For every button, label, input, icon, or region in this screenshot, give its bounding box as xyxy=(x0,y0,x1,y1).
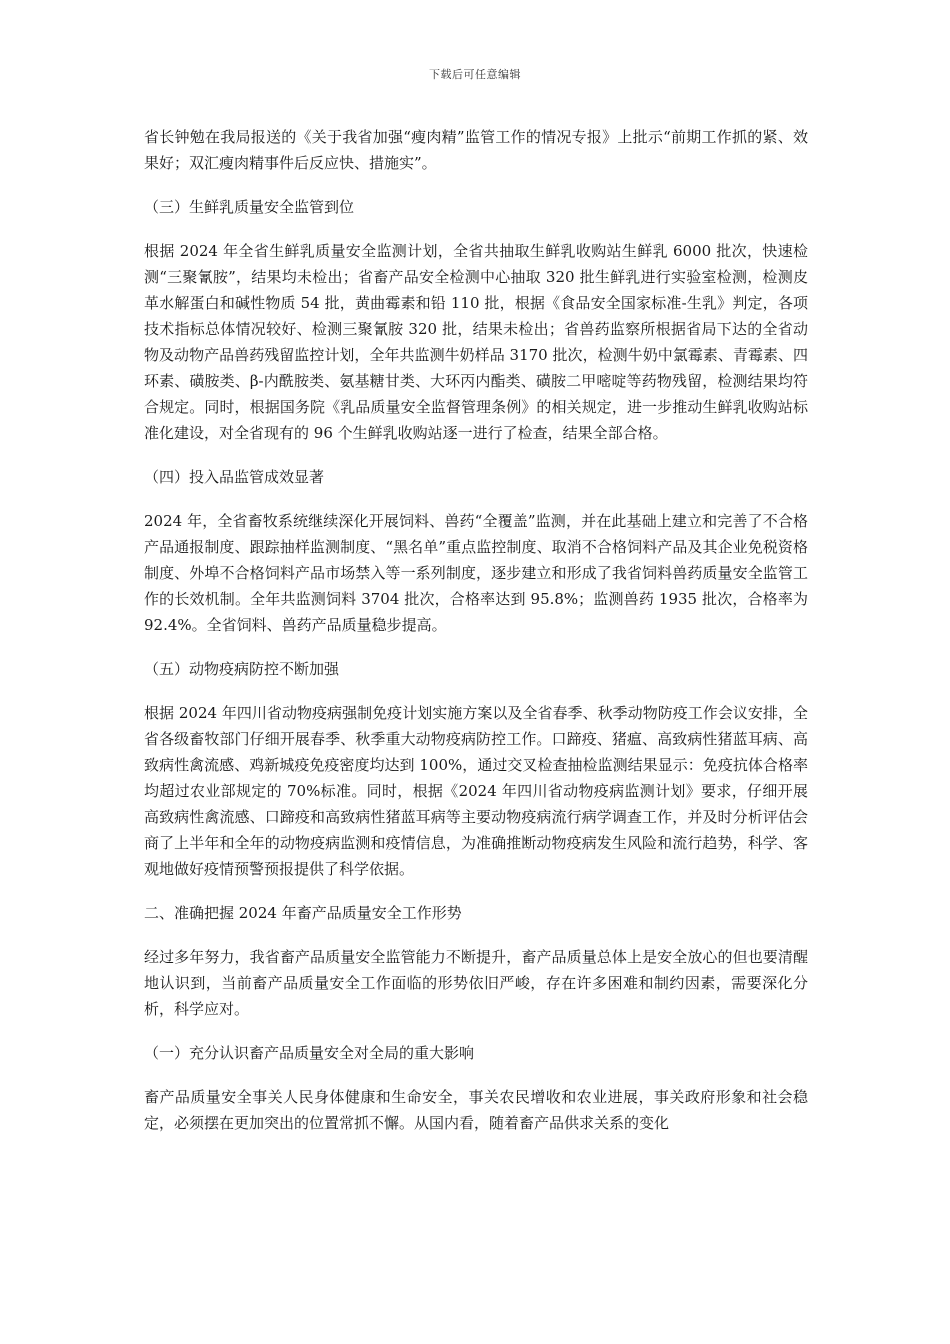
paragraph-impact: 畜产品质量安全事关人民身体健康和生命安全，事关农民增收和农业进展，事关政府形象和社会稳定，必须摆在更加突出的位置常抓不懈。从国内看，随着畜产品供求关系的变化 xyxy=(144,1088,808,1132)
paragraph-inputs: 2024 年，全省畜牧系统继续深化开展饲料、兽药“全覆盖”监测，并在此基础上建立和完善了不合格产品通报制度、跟踪抽样监测制度、“黑名单”重点监控制度、取消不合格饲料产品及其企业免税资格制度、外埠不合格饲料产品市场禁入等一系列制度，逐步建立和形成了我省饲料兽药质量安全监管工作的长效机制。全年共监测饲料 3704 批次，合格率达到 95.8%；监测兽药 1935 批次，合格率为 92.4%。全省饲料、兽药产品质量稳步提高。 xyxy=(144,512,808,634)
section-heading-disease-control: （五）动物疫病防控不断加强 xyxy=(144,660,340,678)
paragraph-disease-control: 根据 2024 年四川省动物疫病强制免疫计划实施方案以及全省春季、秋季动物防疫工作会议安排，全省各级畜牧部门仔细开展春季、秋季重大动物疫病防控工作。口蹄疫、猪瘟、高致病性猪蓝耳病、高致病性禽流感、鸡新城疫免疫密度均达到 100%，通过交叉检查抽检监测结果显示：免疫抗体合格率均超过农业部规定的 70%标准。同时，根据《2024 年四川省动物疫病监测计划》要求，仔细开展高致病性禽流感、口蹄疫和高致病性猪蓝耳病等主要动物疫病流行病学调查工作，并及时分析评估会商了上半年和全年的动物疫病监测和疫情信息，为准确推断动物疫病发生风险和流行趋势，科学、客观地做好疫情预警预报提供了科学依据。 xyxy=(144,704,808,878)
section-heading-raw-milk: （三）生鲜乳质量安全监管到位 xyxy=(144,198,355,216)
paragraph-situation: 经过多年努力，我省畜产品质量安全监管能力不断提升，畜产品质量总体上是安全放心的但也要清醒地认识到，当前畜产品质量安全工作面临的形势依旧严峻，存在许多困难和制约因素，需要深化分析，科学应对。 xyxy=(144,948,808,1018)
section-heading-inputs: （四）投入品监管成效显著 xyxy=(144,468,325,486)
page-header-note: 下载后可任意编辑 xyxy=(429,68,521,81)
paragraph-raw-milk: 根据 2024 年全省生鲜乳质量安全监测计划，全省共抽取生鲜乳收购站生鲜乳 6000 批次，快速检测“三聚氰胺”，结果均未检出；省畜产品安全检测中心抽取 320 批生鲜乳进行实验室检测，检测皮革水解蛋白和碱性物质 54 批，黄曲霉素和铅 110 批，根据《食品安全国家标准-生乳》判定，各项技术指标总体情况较好、检测三聚氰胺 320 批，结果未检出；省兽药监察所根据省局下达的全省动物及动物产品兽药残留监控计划，全年共监测牛奶样品 3170 批次，检测牛奶中氯霉素、青霉素、四环素、磺胺类、β-内酰胺类、氨基糖甘类、大环丙内酯类、磺胺二甲嘧啶等药物残留，检测结果均符合规定。同时，根据国务院《乳品质量安全监督管理条例》的相关规定，进一步推动生鲜乳收购站标准化建设，对全省现有的 96 个生鲜乳收购站逐一进行了检查，结果全部合格。 xyxy=(144,242,808,442)
section-heading-impact: （一）充分认识畜产品质量安全对全局的重大影响 xyxy=(144,1044,475,1062)
document-body xyxy=(144,124,808,1154)
chapter-heading-situation: 二、准确把握 2024 年畜产品质量安全工作形势 xyxy=(144,904,462,922)
paragraph-intro-quote: 省长钟勉在我局报送的《关于我省加强“瘦肉精”监管工作的情况专报》上批示“前期工作抓的紧、效果好；双汇瘦肉精事件后反应快、措施实”。 xyxy=(144,128,808,172)
